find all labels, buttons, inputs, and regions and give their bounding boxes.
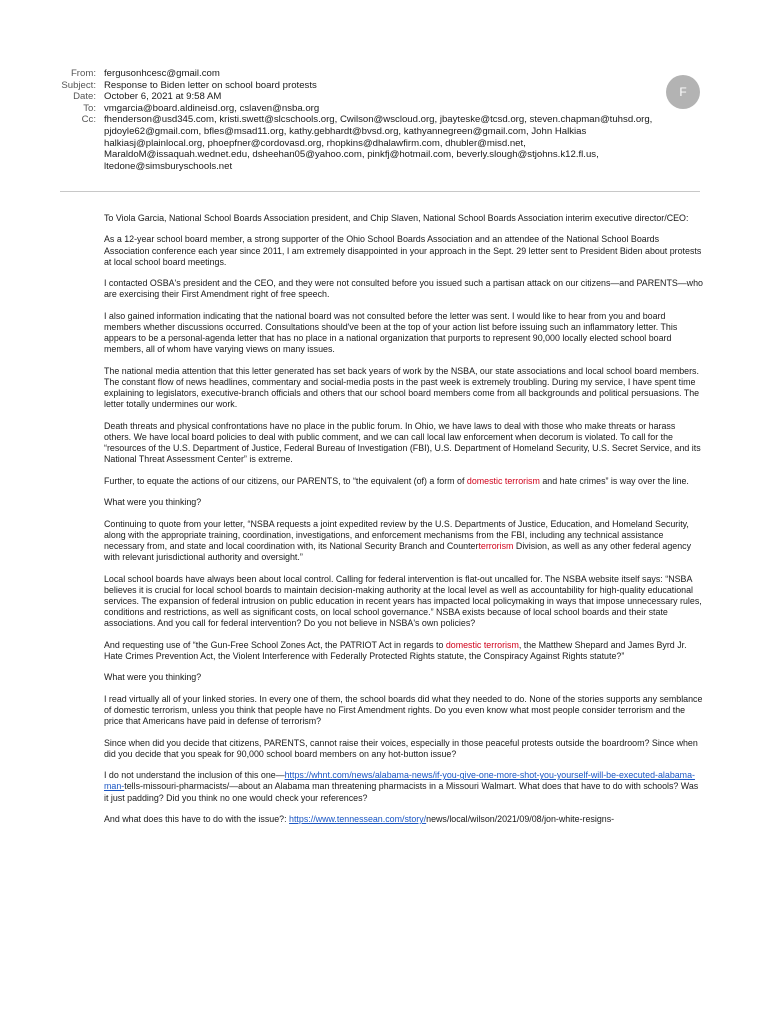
cc-label: Cc: xyxy=(81,114,96,126)
body-paragraph: The national media attention that this letter generated has set back years of work by the NSBA, our state associations and local school board members. The constant flow of news headlines, commentary and social-media posts in the past week is extremely troubling. During my service, I have spent time explaining to legislators, executive-branch officials and others that our school board members come from all backgrounds and political persuasions. The letter totally undermines our work. xyxy=(104,365,700,410)
body-paragraph xyxy=(104,814,704,825)
from-row xyxy=(0,68,768,80)
page-bottom-margin xyxy=(0,952,768,1024)
to-label: To: xyxy=(83,102,96,114)
avatar-letter: F xyxy=(679,85,687,99)
body-paragraph xyxy=(104,640,704,662)
date-label: Date: xyxy=(73,91,96,103)
text-span: I do not understand the inclusion of this one— xyxy=(104,770,285,781)
to-value[interactable]: vmgarcia@board.aldineisd.org, cslaven@nsba.org xyxy=(104,102,320,114)
text-span: and hate crimes” is way over the line. xyxy=(539,475,689,486)
body-paragraph: I contacted OSBA's president and the CEO, and they were not consulted before you issued such a partisan attack on our citizens—and PARENTS—who are exercising their First Amendment right of free speech. xyxy=(104,278,703,300)
sender-avatar xyxy=(666,75,700,109)
subject-label: Subject: xyxy=(61,79,96,91)
text-span: Further, to equate the actions of our citizens, our PARENTS, to “the equivalent (of) a form of xyxy=(104,475,467,486)
subject-row xyxy=(0,80,768,92)
email-body xyxy=(104,213,704,835)
header-divider xyxy=(60,191,700,192)
body-paragraph xyxy=(104,476,704,487)
body-paragraph: Death threats and physical confrontations have no place in the public forum. In Ohio, we have laws to deal with those who make threats or harass others. We have local board policies to deal with public comment, and we can call local law enforcement when decorum is violated. To call for the “resources of the U.S. Department of Justice, Federal Bureau of Investigation (FBI), U.S. Department of Homeland Security, U.S. Secret Service, and its National Threat Assessment Center” is extreme. xyxy=(104,420,701,465)
salutation: To Viola Garcia, National School Boards Association president, and Chip Slaven, National School Boards Association interim executive director/CEO: xyxy=(104,213,689,223)
highlighted-term: terrorism xyxy=(478,540,514,551)
email-header xyxy=(0,68,768,172)
text-span: And requesting use of “the Gun-Free School Zones Act, the PATRIOT Act in regards to xyxy=(104,639,446,650)
cc-row xyxy=(0,114,768,172)
text-span: tells-missouri-pharmacists/—about an Alabama man threatening pharmacists in a Missouri Walmart. What does that have to do with schools? Was it just padding? Did you think no one would check your references? xyxy=(104,781,699,803)
text-span: And what does this have to do with the issue?: xyxy=(104,813,290,824)
date-row xyxy=(0,91,768,103)
body-paragraph: What were you thinking? xyxy=(104,497,202,508)
body-paragraph: I also gained information indicating that the national board was not consulted before the letter was sent. I would like to hear from you and board members whether discussions occurred. Consultations should've been at the top of your action list before issuing such an inflammatory letter. This appears to be a personal-agenda letter that has no place in a national organization that purports to represent 90,000 locally elected school board members, all of whom have varying views on many issues. xyxy=(104,310,678,355)
cc-value[interactable]: fhenderson@usd345.com, kristi.swett@slcschools.org, Cwilson@wscloud.org, jbayteske@tcsd.org, steven.chapman@tuhsd.org, pjdoyle62@gmail.com, bfles@msad11.org, kathy.gebhardt@bvsd.org, kathyannegreen@gmail.com, John Halkias halkiasj@plainlocal.org, phoepfner@cordovasd.org, rhopkins@dhalawfirm.com, dhubler@misd.net, MaraldoM@issaquah.wednet.edu, dsheehan05@yahoo.com, pinkfj@hotmail.com, beverly.slough@stjohns.k12.fl.us, ltedone@simsburyschools.net xyxy=(104,114,653,172)
to-row xyxy=(0,103,768,115)
body-paragraph xyxy=(104,770,704,804)
body-paragraph: Local school boards have always been about local control. Calling for federal intervention is flat-out uncalled for. The NSBA website itself says: “NSBA believes it is crucial for local school boards to maintain decision-making authority at the local level as well as accountability for high-quality educational services. The expansion of federal intrusion on public education in recent years has impacted local policymaking in ways that impose unnecessary rules, conditions and restrictions, as well as significant costs, on local school governance.” NSBA exists because of local school boards and their state associations. And you call for federal intervention? Do you not believe in NSBA's own policies? xyxy=(104,573,702,629)
from-value[interactable]: fergusonhcesc@gmail.com xyxy=(104,68,220,79)
text-span: Continuing to quote from your letter, “NSBA requests a joint expedited review by the U.S. Departments of Justice, Education, and Homeland Security, along with the appropriate training, coordination, investigations, and enforcement mechanisms from the FBI, including any technical assistance necessary from, and state and local coordination with, its National Security Branch and Counter xyxy=(104,518,689,551)
body-paragraph xyxy=(104,519,704,564)
article-link[interactable]: https://www.tennessean.com/story/ xyxy=(289,813,427,824)
text-span: Division, as well as any other federal agency with relevant jurisdictional authority and oversight.” xyxy=(104,540,692,563)
highlighted-term: domestic terrorism xyxy=(466,475,540,486)
body-paragraph: I read virtually all of your linked stories. In every one of them, the school boards did what they needed to do. None of the stories supports any semblance of domestic terrorism, unless you think that people have no First Amendment rights. Do you even know what most people consider terrorism and the price that Americans have paid in defense of terrorism? xyxy=(104,693,703,727)
text-span: news/local/wilson/2021/09/08/jon-white-resigns- xyxy=(426,813,615,824)
body-paragraph: As a 12-year school board member, a strong supporter of the Ohio School Boards Association and an attendee of the National School Boards Association conference each year since 2011, I am extremely disappointed in your approach in the Sept. 29 letter sent to President Biden about protests at local school board meetings. xyxy=(104,234,702,267)
body-paragraph: Since when did you decide that citizens, PARENTS, cannot raise their voices, especially in those peaceful protests outside the boardroom? Since when did you decide that you speak for 90,000 school board members on any hot-button issue? xyxy=(104,737,698,759)
date-value: October 6, 2021 at 9:58 AM xyxy=(104,91,222,103)
body-paragraph: What were you thinking? xyxy=(104,672,202,683)
text-span: , the Matthew Shepard and James Byrd Jr. Hate Crimes Prevention Act, the Violent Interference with Federally Protected Rights statute, the Conspiracy Against Rights statute?” xyxy=(104,639,687,661)
from-label: From: xyxy=(70,68,96,79)
article-link[interactable]: https://whnt.com/news/alabama-news/if-you-give-one-more-shot-you-yourself-will-be-executed-alabama-man- xyxy=(104,770,695,792)
subject-value: Response to Biden letter on school board protests xyxy=(104,79,317,91)
highlighted-term: domestic terrorism xyxy=(445,639,519,650)
